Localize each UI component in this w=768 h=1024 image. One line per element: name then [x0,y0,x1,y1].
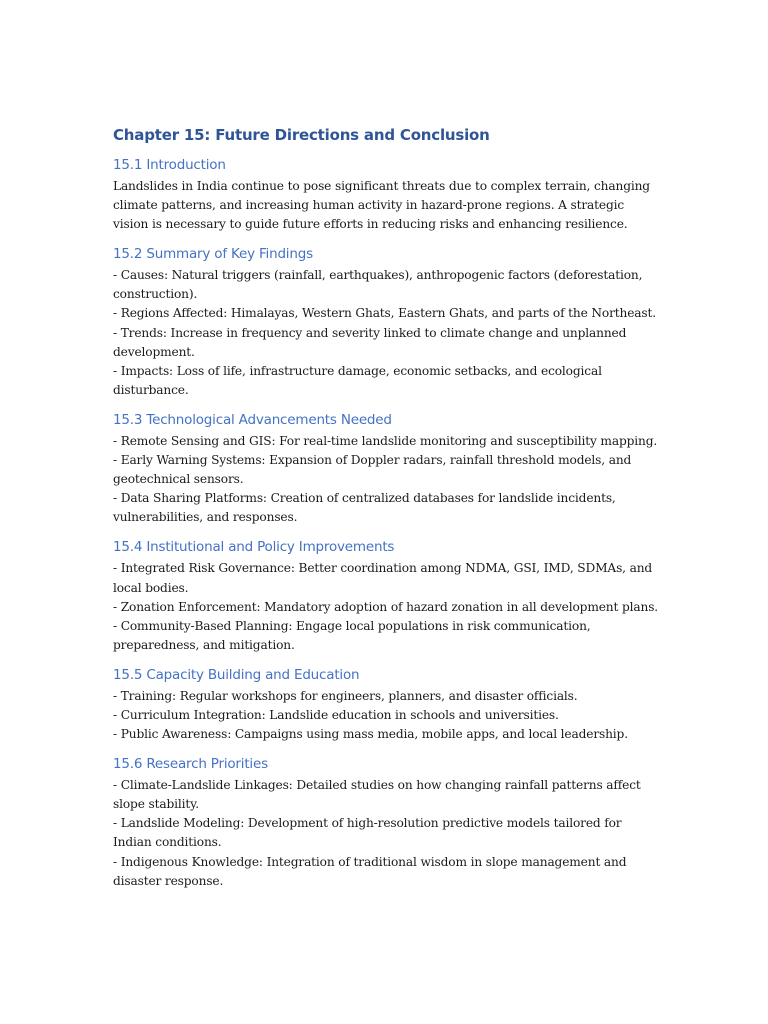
section-title: 15.1 Introduction [113,157,226,173]
section-title: 15.5 Capacity Building and Education [113,666,360,683]
list-item: - Regions Affected: Himalayas, Western Ghats, Eastern Ghats, and parts of the Northeast. [113,306,656,321]
section-body [113,432,661,527]
list-item: - Remote Sensing and GIS: For real-time landslide monitoring and susceptibility mapping. [113,433,658,448]
list-item: - Training: Regular workshops for engineers, planners, and disaster officials. [113,688,578,703]
section-body [113,687,661,744]
list-item: - Public Awareness: Campaigns using mass media, mobile apps, and local leadership. [113,727,628,742]
section-title: 15.2 Summary of Key Findings [113,246,313,263]
list-item: - Indigenous Knowledge: Integration of traditional wisdom in slope management and disaster response. [113,854,627,888]
list-item: - Landslide Modeling: Development of high-resolution predictive models tailored for Indian conditions. [113,816,622,850]
chapter-title: Chapter 15: Future Directions and Conclusion [113,126,490,144]
list-item: - Climate-Landslide Linkages: Detailed studies on how changing rainfall patterns affect slope stability. [113,778,641,812]
section-body [113,266,661,400]
section-body [113,177,661,234]
list-item: - Impacts: Loss of life, infrastructure damage, economic setbacks, and ecological disturbance. [113,363,602,397]
list-item: - Early Warning Systems: Expansion of Doppler radars, rainfall threshold models, and geotechnical sensors. [113,453,632,487]
list-item: - Curriculum Integration: Landslide education in schools and universities. [113,707,559,722]
section-introduction [113,156,661,234]
section-title: 15.6 Research Priorities [113,756,268,773]
list-item: - Trends: Increase in frequency and severity linked to climate change and unplanned development. [113,325,627,359]
section-title: 15.4 Institutional and Policy Improvements [113,539,395,556]
paragraph-line: Landslides in India continue to pose significant threats due to complex terrain, changing climate patterns, and increasing human activity in hazard-prone regions. A strategic vision is necessary to guide future efforts in reducing risks and enhancing resilience. [113,179,650,232]
section-key-findings [113,245,661,400]
section-body [113,559,661,654]
section-title: 15.3 Technological Advancements Needed [113,411,392,428]
list-item: - Data Sharing Platforms: Creation of centralized databases for landslide incidents, vulnerabilities, and responses. [113,491,616,525]
section-research-priorities [113,755,661,891]
list-item: - Community-Based Planning: Engage local populations in risk communication, preparedness, and mitigation. [113,618,591,652]
section-body [113,776,661,891]
list-item: - Causes: Natural triggers (rainfall, earthquakes), anthropogenic factors (deforestation, construction). [113,268,643,302]
list-item: - Integrated Risk Governance: Better coordination among NDMA, GSI, IMD, SDMAs, and local bodies. [113,561,653,595]
list-item: - Zonation Enforcement: Mandatory adoption of hazard zonation in all development plans. [113,599,659,614]
section-policy-improvements [113,538,661,654]
document-page [113,124,661,902]
section-technological-advancements [113,411,661,527]
section-capacity-building [113,666,661,744]
